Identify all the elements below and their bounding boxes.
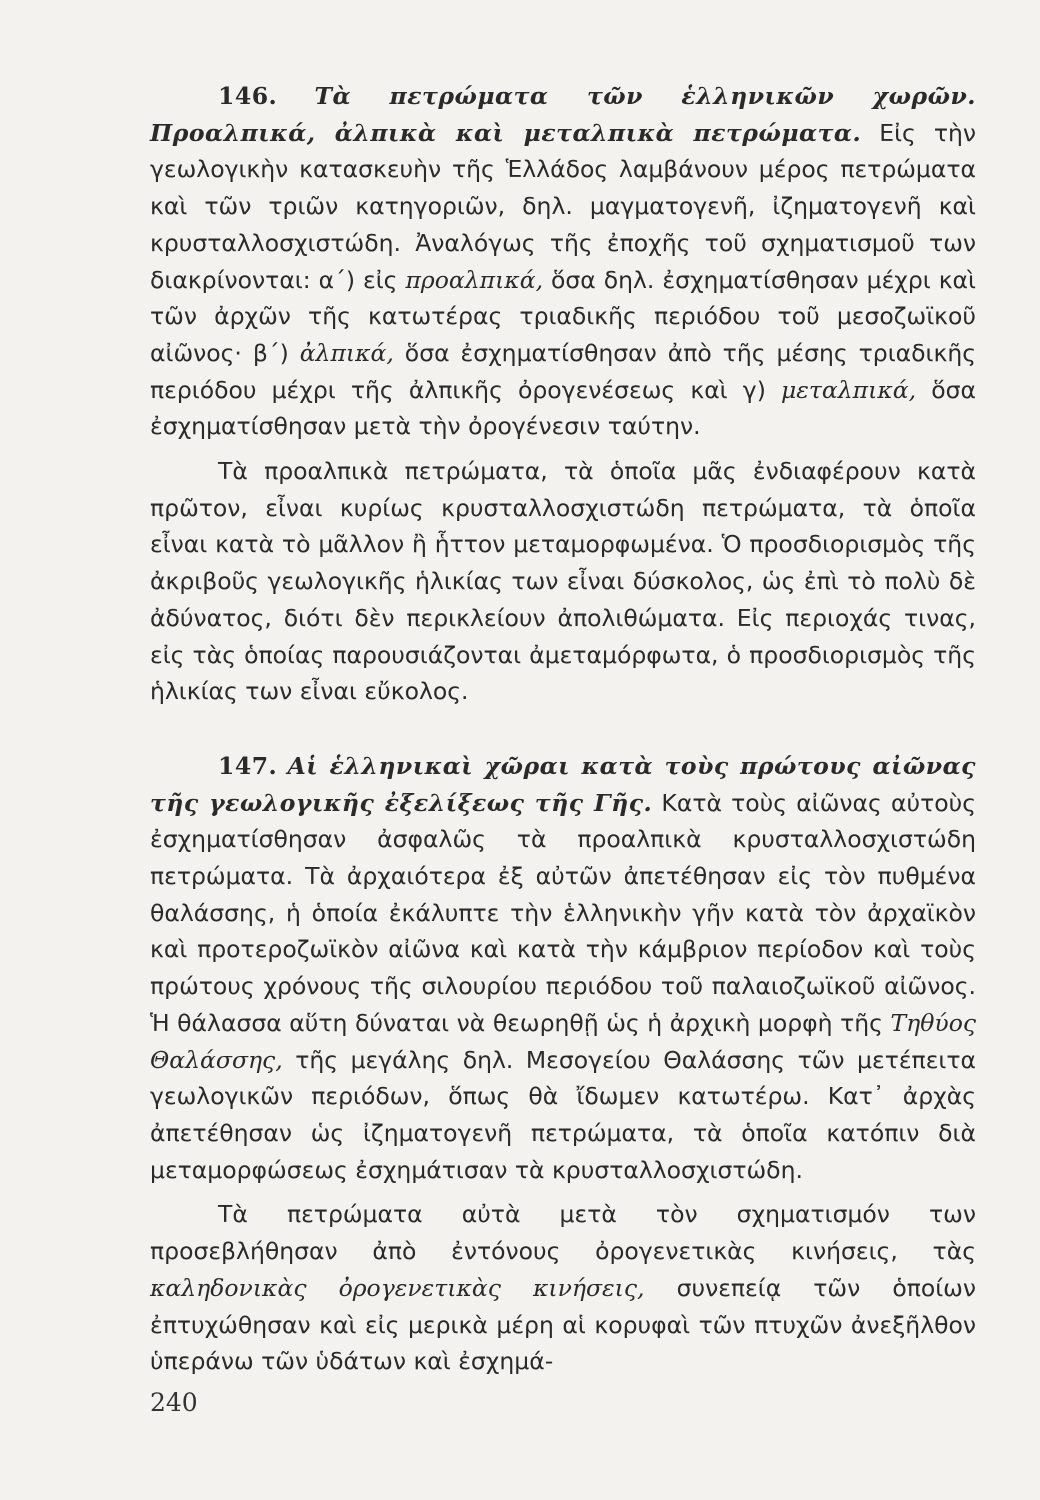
section-146-text-c: ὅσα ἐσχηματίσθησαν ἀπὸ τῆς μέσης τριαδικῆς περιόδου μέχρι τῆς ἀλπικῆς ὀρογενέσεως καὶ γ) xyxy=(150,338,977,404)
section-146-paragraph-2: Τὰ προαλπικὰ πετρώματα, τὰ ὁποῖα μᾶς ἐνδιαφέρουν κατὰ πρῶτον, εἶναι κυρίως κρυσταλλοσχιστώδη πετρώματα, τὰ ὁποῖα εἶναι κατὰ τὸ μᾶλλον ἢ ἧττον μεταμορφωμένα. Ὁ προσδιορισμὸς τῆς ἀκριβοῦς γεωλογικῆς ἡλικίας των εἶναι δύσκολος, ὡς ἐπὶ τὸ πολὺ δὲ ἀδύνατος, διότι δὲν περικλείουν ἀπολιθώματα. Εἰς περιοχάς τινας, εἰς τὰς ὁποίας παρουσιάζονται ἀμεταμόρφωτα, ὁ προσδιορισμὸς τῆς ἡλικίας των εἶναι εὔκολος. xyxy=(150,457,976,706)
page-body xyxy=(150,78,976,1458)
section-146-text-b: ὅσα δηλ. ἐσχηματίσθησαν μέχρι καὶ τῶν ἀρχῶν τῆς κατωτέρας τριαδικῆς περιόδου τοῦ μεσοζωϊκοῦ αἰῶνος· β΄) xyxy=(150,265,976,367)
section-146-text-d: ὅσα ἐσχηματίσθησαν μετὰ τὴν ὀρογένεσιν ταύτην. xyxy=(150,375,976,441)
term-proalpika: προαλπικά, xyxy=(405,265,544,294)
section-147-title: Αἱ ἑλληνικαὶ χῶραι κατὰ τοὺς πρώτους αἰῶνας τῆς γεωλογικῆς ἐξελίξεως τῆς Γῆς. xyxy=(150,751,976,817)
page-number: 240 xyxy=(150,1388,198,1417)
term-metalpika: μεταλπικά, xyxy=(781,375,917,404)
section-147-p2-text-b: συνεπείᾳ τῶν ὁποίων ἐπτυχώθησαν καὶ εἰς μερικὰ μέρη αἱ κορυφαὶ τῶν πτυχῶν ἀνεξῆλθον ὑπεράνω τῶν ὑδάτων καὶ ἐσχημά- xyxy=(150,1273,976,1376)
section-147-paragraph-1 xyxy=(150,748,976,1188)
section-147-text-a: Κατὰ τοὺς αἰῶνας αὐτοὺς ἐσχηματίσθησαν ἀσφαλῶς τὰ προαλπικὰ κρυσταλλοσχιστώδη πετρώματα. Τὰ ἀρχαιότερα ἐξ αὐτῶν ἀπετέθησαν εἰς τὸν πυθμένα θαλάσσης, ἡ ὁποία ἐκάλυπτε τὴν ἑλληνικὴν γῆν κατὰ τὸν ἀρχαϊκὸν καὶ προτεροζωϊκὸν αἰῶνα καὶ κατὰ τὴν κάμβριον περίοδον καὶ τοὺς πρώτους χρόνους τῆς σιλουρίου περιόδου τοῦ παλαιοζωϊκοῦ αἰῶνος. Ἡ θάλασσα αὕτη δύναται νὰ θεωρηθῇ ὡς ἡ ἀρχικὴ μορφὴ τῆς xyxy=(150,788,976,1037)
section-147-text-b: τῆς μεγάλης δηλ. Μεσογείου Θαλάσσης τῶν μετέπειτα γεωλογικῶν περιόδων, ὅπως θὰ ἴδωμεν κατωτέρω. Κατ᾽ ἀρχὰς ἀπετέθησαν ὡς ἰζηματογενῆ πετρώματα, τὰ ὁποῖα κατόπιν διὰ μεταμορφώσεως ἐσχημάτισαν τὰ κρυσταλλοσχιστώδη. xyxy=(150,1045,976,1184)
term-alpika: ἀλπικά, xyxy=(299,338,394,367)
section-147-number: 147. xyxy=(218,751,278,780)
term-tethys-sea: Τηθύος Θαλάσσης, xyxy=(150,1008,976,1074)
section-146-paragraph-1 xyxy=(150,78,976,445)
section-147-paragraph-2 xyxy=(150,1196,976,1380)
term-caledonian-movements: καληδονικὰς ὀρογενετικὰς κινήσεις, xyxy=(150,1273,645,1302)
section-147-p2-text-a: Τὰ πετρώματα αὐτὰ μετὰ τὸν σχηματισμόν των προσεβλήθησαν ἀπὸ ἐντόνους ὀρογενετικὰς κινήσεις, τὰς xyxy=(150,1200,976,1266)
section-146-text-a: Εἰς τὴν γεωλογικὴν κατασκευὴν τῆς Ἑλλάδος λαμβάνουν μέρος πετρώματα καὶ τῶν τριῶν κατηγοριῶν, δηλ. μαγματογενῆ, ἰζηματογενῆ καὶ κρυσταλλοσχιστώδη. Ἀναλόγως τῆς ἐποχῆς τοῦ σχηματισμοῦ των διακρίνονται: α΄) εἰς xyxy=(150,118,977,294)
section-146-number: 146. xyxy=(218,82,278,110)
section-146-title: Τὰ πετρώματα τῶν ἑλληνικῶν χωρῶν. Προαλπικά, ἀλπικὰ καὶ μεταλπικὰ πετρώματα. xyxy=(150,82,976,147)
